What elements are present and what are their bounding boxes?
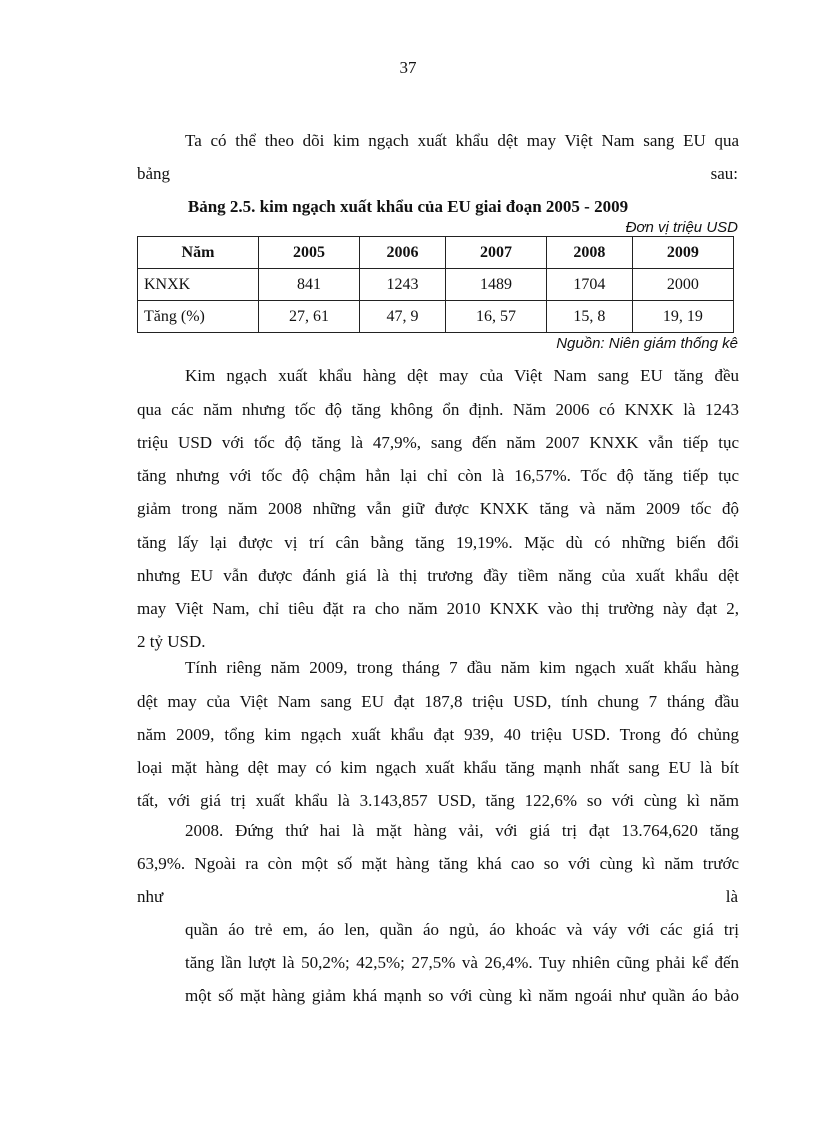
table-cell: 1704	[547, 269, 633, 301]
para1-line: nhưng EU vẫn được đánh giá là thị trương đầy tiềm năng của xuất khẩu dệt	[137, 566, 739, 585]
para2-line: năm 2009, tổng kim ngạch xuất khẩu đạt 939, 40 triệu USD. Trong đó chủng	[137, 725, 739, 744]
para1-line: giảm trong năm 2008 những vẫn giữ được KNXK tăng và năm 2009 tốc độ	[137, 499, 739, 518]
para1-line: tăng lấy lại được vị trí cân bằng tăng 19,19%. Mặc dù có những biến đổi	[137, 533, 739, 552]
para3-line: 63,9%. Ngoài ra còn một số mặt hàng tăng khá cao so với cùng kì năm trước	[137, 854, 739, 873]
table-cell: 1243	[360, 269, 446, 301]
table-cell: 841	[259, 269, 360, 301]
para2-line: tất, với giá trị xuất khẩu là 3.143,857 USD, tăng 122,6% so với cùng kì năm	[137, 791, 739, 810]
para1-line: triệu USD với tốc độ tăng là 47,9%, sang đến năm 2007 KNXK vẫn tiếp tục	[137, 433, 739, 452]
table-caption: Bảng 2.5. kim ngạch xuất khẩu của EU giai đoạn 2005 - 2009	[187, 197, 629, 216]
header-cell: Năm	[138, 237, 259, 269]
header-cell: 2007	[445, 237, 546, 269]
export-table	[137, 236, 734, 333]
para1-line: may Việt Nam, chỉ tiêu đặt ra cho năm 2010 KNXK vào thị trường này đạt 2,	[137, 599, 739, 618]
para4-line: quần áo trẻ em, áo len, quần áo ngủ, áo khoác và váy với các giá trị	[185, 920, 739, 939]
table-cell: 27, 61	[259, 301, 360, 333]
para3-split-left: như	[137, 887, 164, 906]
header-cell: 2008	[547, 237, 633, 269]
table-unit: Đơn vị triệu USD	[625, 219, 738, 236]
para2-line: loại mặt hàng dệt may có kim ngạch xuất khẩu tăng mạnh nhất sang EU là bít	[137, 758, 739, 777]
table-header-row	[138, 237, 734, 269]
row-label: Tăng (%)	[138, 301, 259, 333]
para4-line: một số mặt hàng giảm khá mạnh so với cùng kì năm ngoái như quần áo bảo	[185, 986, 739, 1005]
page-number: 37	[399, 58, 417, 77]
intro-line-2-right: sau:	[710, 164, 738, 183]
para3-split-right: là	[725, 887, 738, 906]
header-cell: 2005	[259, 237, 360, 269]
para2-line: dệt may của Việt Nam sang EU đạt 187,8 triệu USD, tính chung 7 tháng đầu	[137, 692, 739, 711]
table-row	[138, 269, 734, 301]
para1-line: qua các năm nhưng tốc độ tăng không ổn định. Năm 2006 có KNXK là 1243	[137, 400, 739, 419]
table-cell: 15, 8	[547, 301, 633, 333]
table-cell: 19, 19	[632, 301, 733, 333]
para1-line: 2 tỷ USD.	[137, 632, 206, 651]
para3-line: 2008. Đứng thứ hai là mặt hàng vải, với giá trị đạt 13.764,620 tăng	[185, 821, 739, 840]
header-cell: 2006	[360, 237, 446, 269]
header-cell: 2009	[632, 237, 733, 269]
para2-line: Tính riêng năm 2009, trong tháng 7 đầu năm kim ngạch xuất khẩu hàng	[185, 658, 739, 677]
table-cell: 16, 57	[445, 301, 546, 333]
table-row	[138, 301, 734, 333]
para4-line: tăng lần lượt là 50,2%; 42,5%; 27,5% và 26,4%. Tuy nhiên cũng phải kể đến	[185, 953, 739, 972]
intro-line-1: Ta có thể theo dõi kim ngạch xuất khẩu dệt may Việt Nam sang EU qua	[185, 131, 739, 150]
table-cell: 47, 9	[360, 301, 446, 333]
para1-line: tăng nhưng với tốc độ chậm hẳn lại chỉ còn là 16,57%. Tốc độ tăng tiếp tục	[137, 466, 739, 485]
table-source: Nguồn: Niên giám thống kê	[556, 335, 738, 352]
table-cell: 2000	[632, 269, 733, 301]
row-label: KNXK	[138, 269, 259, 301]
intro-line-2-left: bảng	[137, 164, 171, 183]
para1-line: Kim ngạch xuất khẩu hàng dệt may của Việt Nam sang EU tăng đều	[185, 366, 739, 385]
table-cell: 1489	[445, 269, 546, 301]
